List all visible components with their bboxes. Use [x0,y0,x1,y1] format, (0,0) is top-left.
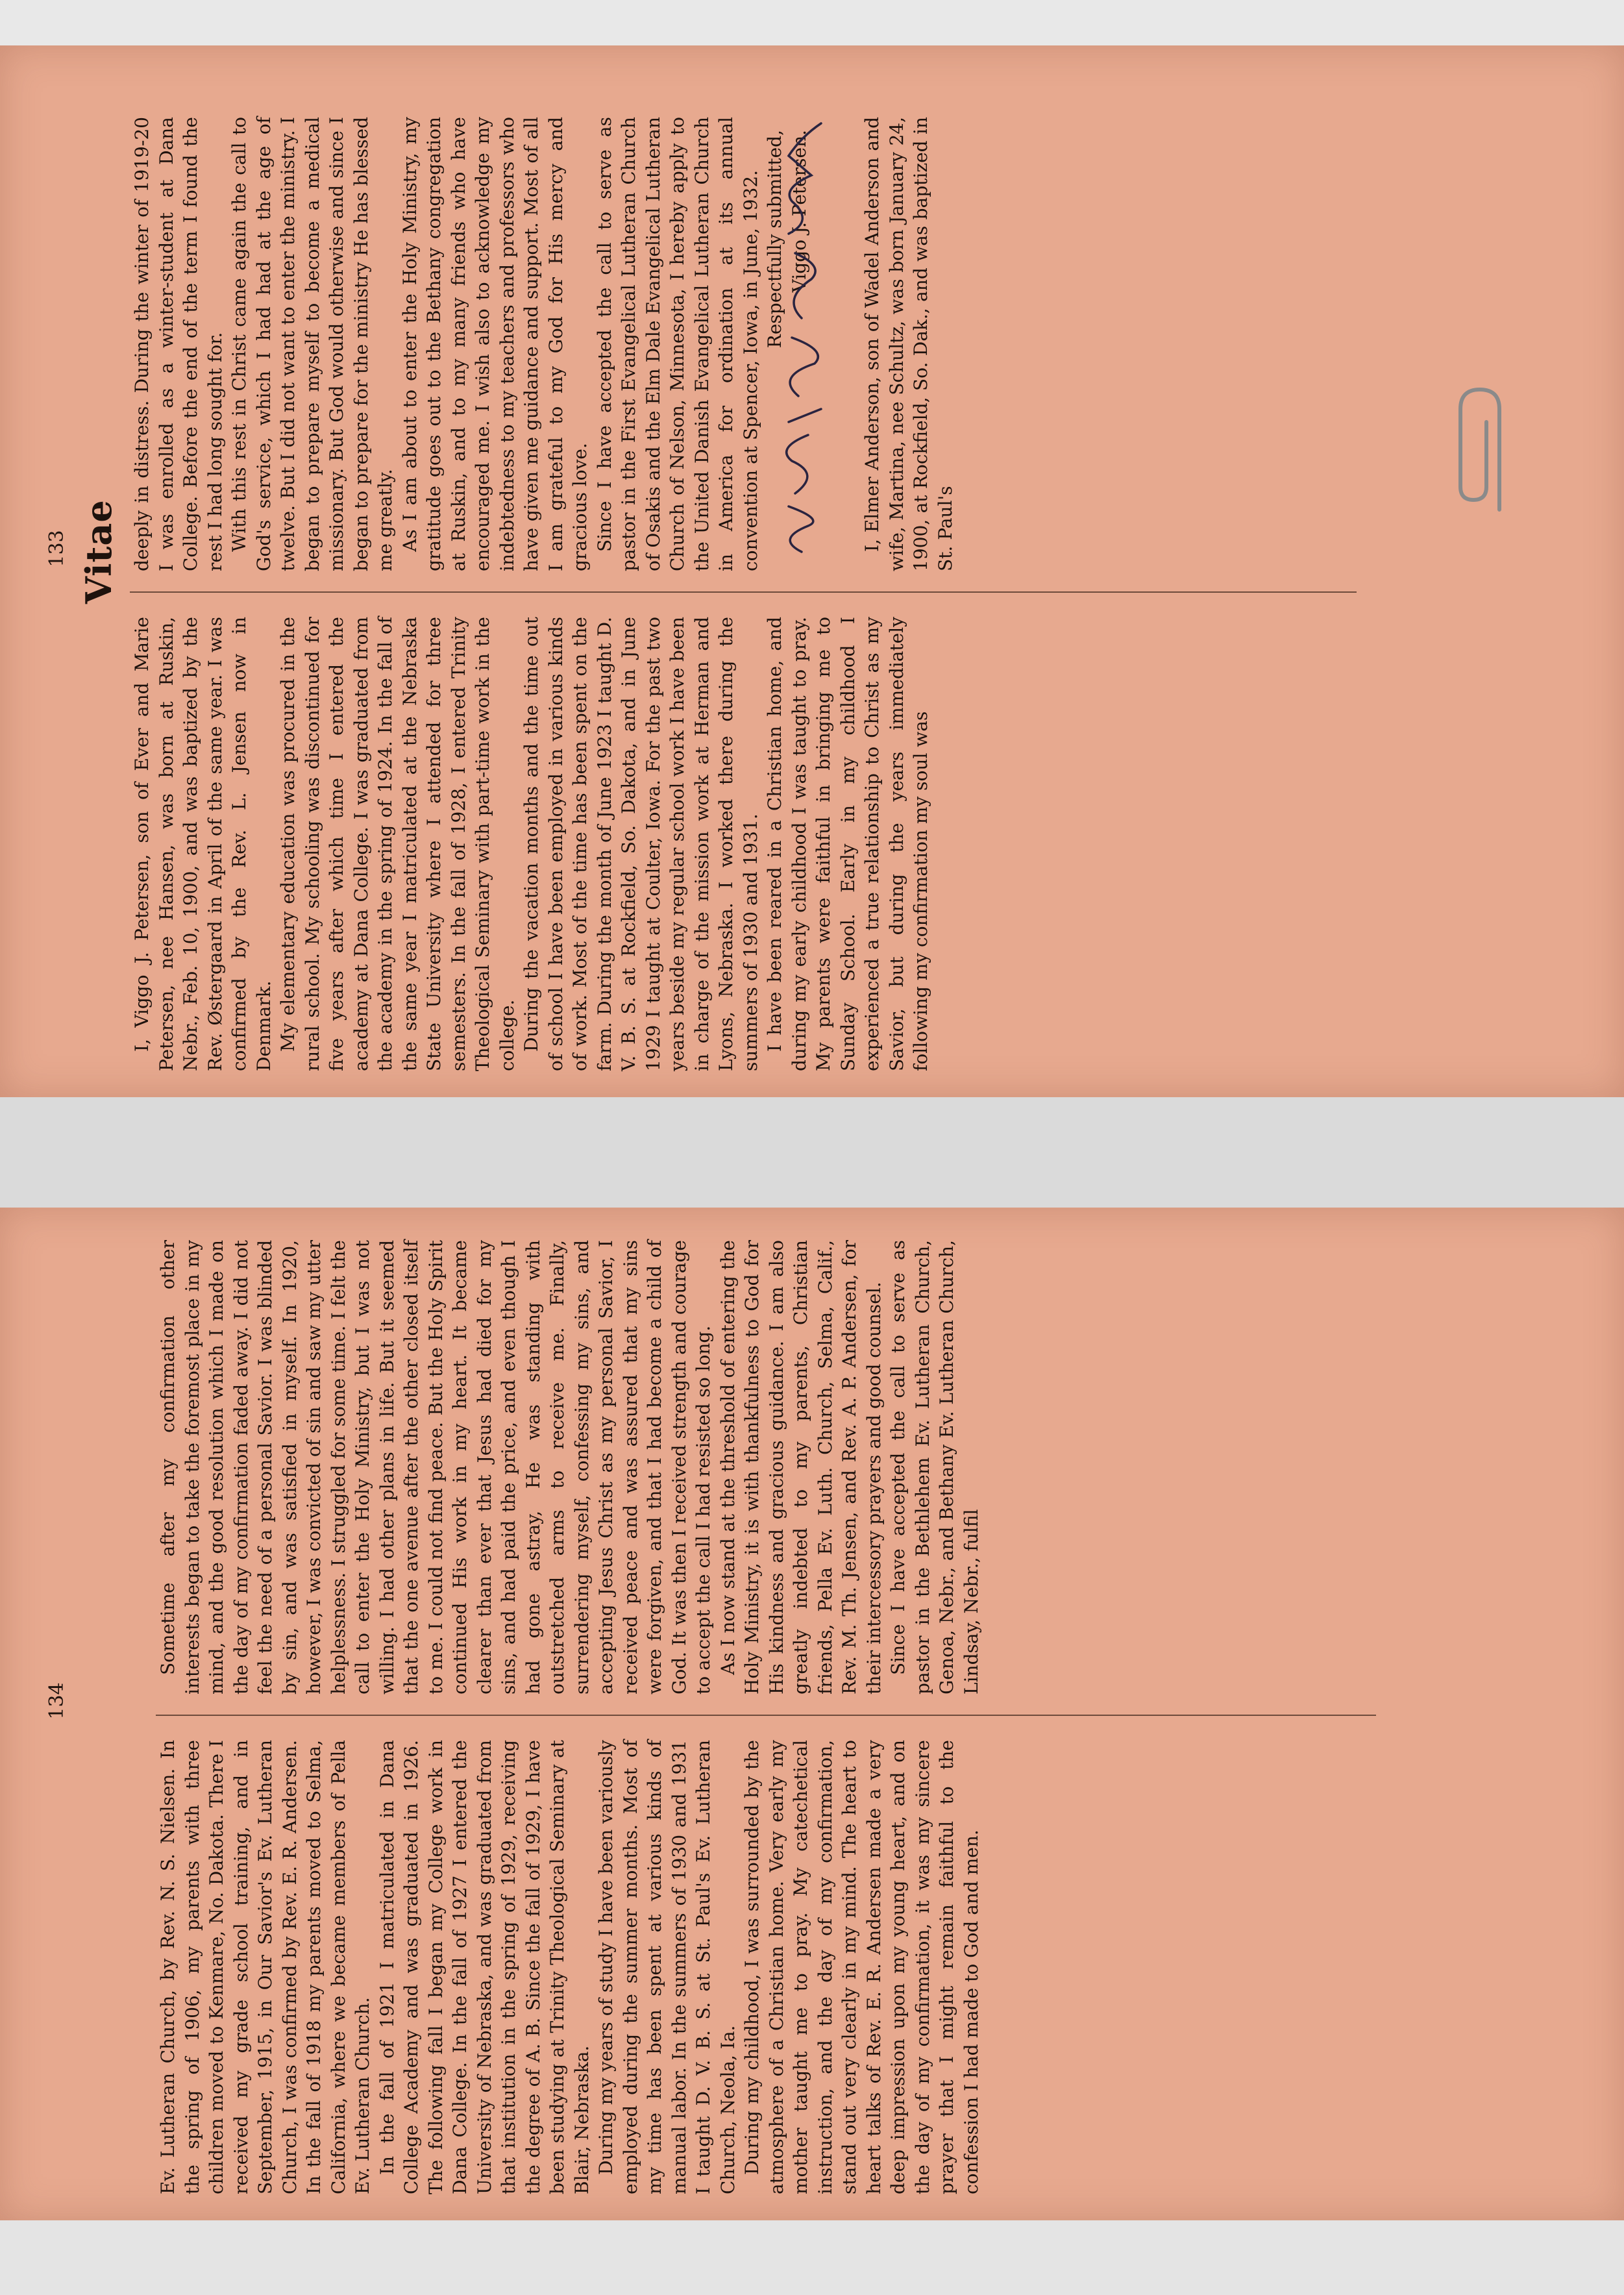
left-column [130,617,933,1071]
handwritten-signature [763,117,860,558]
paragraph: During the vacation months and the time out of school I have been employed in various kinds of work. Most of the time has been spent on the farm. During the month of June 1923 I taught D. V. B. S. at Rockfield, So. Dakota, and in June 1929 I taught at Coulter, Iowa. For the past two years beside my regular school work I have been in charge of the mission work at Herman and Lyons, Nebraska. I worked there during the summers of 1930 and 1931. [521,617,761,1071]
paragraph: deeply in distress. During the winter of 1919-20 I was enrolled as a winter-student at Dana College. Before the end of the term I found the rest I had long sought for. [131,117,226,571]
paragraph: In the fall of 1921 I matriculated in Dana College Academy and was graduated in 1926. The following fall I began my College work in Dana College. In the fall of 1927 I entered the University of Nebraska, and was graduated from that institution in the spring of 1929, receiving the degree of A. B. Since the fall of 1929, I have been studying at Trinity Theological Seminary at Blair, Nebraska. [376,1740,593,2194]
paragraph: During my years of study I have been variously employed during the summer months. Most of my time has been spent at various kinds of manual labor. In the summers of 1930 and 1931 I taught D. V. B. S. at St. Paul's Ev. Lutheran Church, Neola, Ia. [595,1740,739,2194]
signature-name: Viggo J. Petersen. [789,130,810,293]
column-divider [130,591,1357,593]
paragraph: I, Elmer Anderson, son of Wadel Anderson and wife, Martina, nee Schultz, was born January 24, 1900, at Rockfield, So. Dak., and was baptized in St. Paul's [861,117,956,571]
right-column [130,117,957,571]
paragraph: Since I have accepted the call to serve as pastor in the First Evangelical Lutheran Church of Osakis and the Elm Dale Evangelical Lutheran Church of Nelson, Minnesota, I hereby apply to the United Danish Evangelical Lutheran Church in America for ordination at its annual convention at Spencer, Iowa, in June, 1932. [593,117,761,571]
page-134 [0,1208,1624,2220]
paragraph: I have been reared in a Christian home, and during my early childhood I was taught to pray. My parents were faithful in bringing me to Sunday School. Early in my childhood I experienced a true relationship to Christ as my Savior, but during the years immediately following my confirmation my soul was [764,617,931,1071]
scanner-background-gap [0,1097,1624,1214]
page-133 [0,45,1624,1097]
paragraph: I, Viggo J. Petersen, son of Ever and Marie Petersen, nee Hansen, was born at Ruskin, Nebr., Feb. 10, 1900, and was baptized by the Rev. Østergaard in April of the same year. I was confirmed by the Rev. L. Jensen now in Denmark. [131,617,275,1071]
paragraph: Since I have accepted the call to serve as pastor in the Bethlehem Ev. Lutheran Church, Genoa, Nebr., and Bethany Ev. Lutheran Church, Lindsay, Nebr., fulfil [887,1240,982,1694]
left-column [156,1740,983,2194]
page-number: 134 [45,1682,68,1720]
page-number: 133 [45,530,68,567]
right-column [156,1240,983,1694]
page-title: Vitae [78,499,119,604]
column-divider [156,1715,1376,1716]
signature-closing: Respectfully submitted, [764,130,785,349]
paragraph: As I am about to enter the Holy Ministry, my gratitude goes out to the Bethany congregation at Ruskin, and to my many friends who have encouraged me. I wish also to acknowledge my indebtedness to my teachers and professors who have given me guidance and support. Most of all I am grateful to my God for His mercy and gracious love. [399,117,591,571]
paragraph: With this rest in Christ came again the call to God's service, which I had had at the age of twelve. But I did not want to enter the ministry. I began to prepare myself to become a medical missionary. But God would otherwise and since I began to prepare for the ministry He has blessed me greatly. [228,117,396,571]
paragraph: Sometime after my confirmation other interests began to take the foremost place in my mind, and the good resolution which I made on the day of my confirmation faded away. I did not feel the need of a personal Savior. I was blinded by sin, and was satisfied in myself. In 1920, however, I was convicted of sin and saw my utter helplessness. I struggled for some time. I felt the call to enter the Holy Ministry, but I was not willing. I had other plans in life. But it seemed that the one avenue after the other closed itself to me. I could not find peace. But the Holy Spirit continued His work in my heart. It became clearer than ever that Jesus had died for my sins, and had paid the price, and even though I had gone astray, He was standing with outstretched arms to receive me. Finally, surrendering myself, confessing my sins, and accepting Jesus Christ as my personal Savior, I received peace and was assured that my sins were forgiven, and that I had become a child of God. It was then I received strength and courage to accept the call I had resisted so long. [157,1240,714,1694]
scanner-background-bottom [0,2220,1624,2295]
paragraph: As I now stand at the threshold of entering the Holy Ministry, it is with thankfulness to God for His kindness and gracious guidance. I am also greatly indebted to my parents, Christian friends, Pella Ev. Luth. Church, Selma, Calif., Rev. M. Th. Jensen, and Rev. A. P. Andersen, for their intercessory prayers and good counsel. [717,1240,885,1694]
paragraph: My elementary education was procured in the rural school. My schooling was discontinued for five years after which time I entered the academy at Dana College. I was graduated from the academy in the spring of 1924. In the fall of the same year I matriculated at the Nebraska State University where I attended for three semesters. In the fall of 1928, I entered Trinity Theological Seminary with part-time work in the college. [277,617,518,1071]
paragraph: Ev. Lutheran Church, by Rev. N. S. Nielsen. In the spring of 1906, my parents with three children moved to Kenmare, No. Dakota. There I received my grade school training, and in September, 1915, in Our Savior's Ev. Lutheran Church, I was confirmed by Rev. E. R. Andersen. In the fall of 1918 my parents moved to Selma, California, where we became members of Pella Ev. Lutheran Church. [157,1740,373,2194]
paragraph: During my childhood, I was surrounded by the atmosphere of a Christian home. Very early my mother taught me to pray. My catechetical instruction, and the day of my confirmation, stand out very clearly in my mind. The heart to heart talks of Rev. E. R. Andersen made a very deep impression upon my young heart, and on the day of my confirmation, it was my sincere prayer that I might remain faithful to the confession I had made to God and men. [741,1740,982,2194]
